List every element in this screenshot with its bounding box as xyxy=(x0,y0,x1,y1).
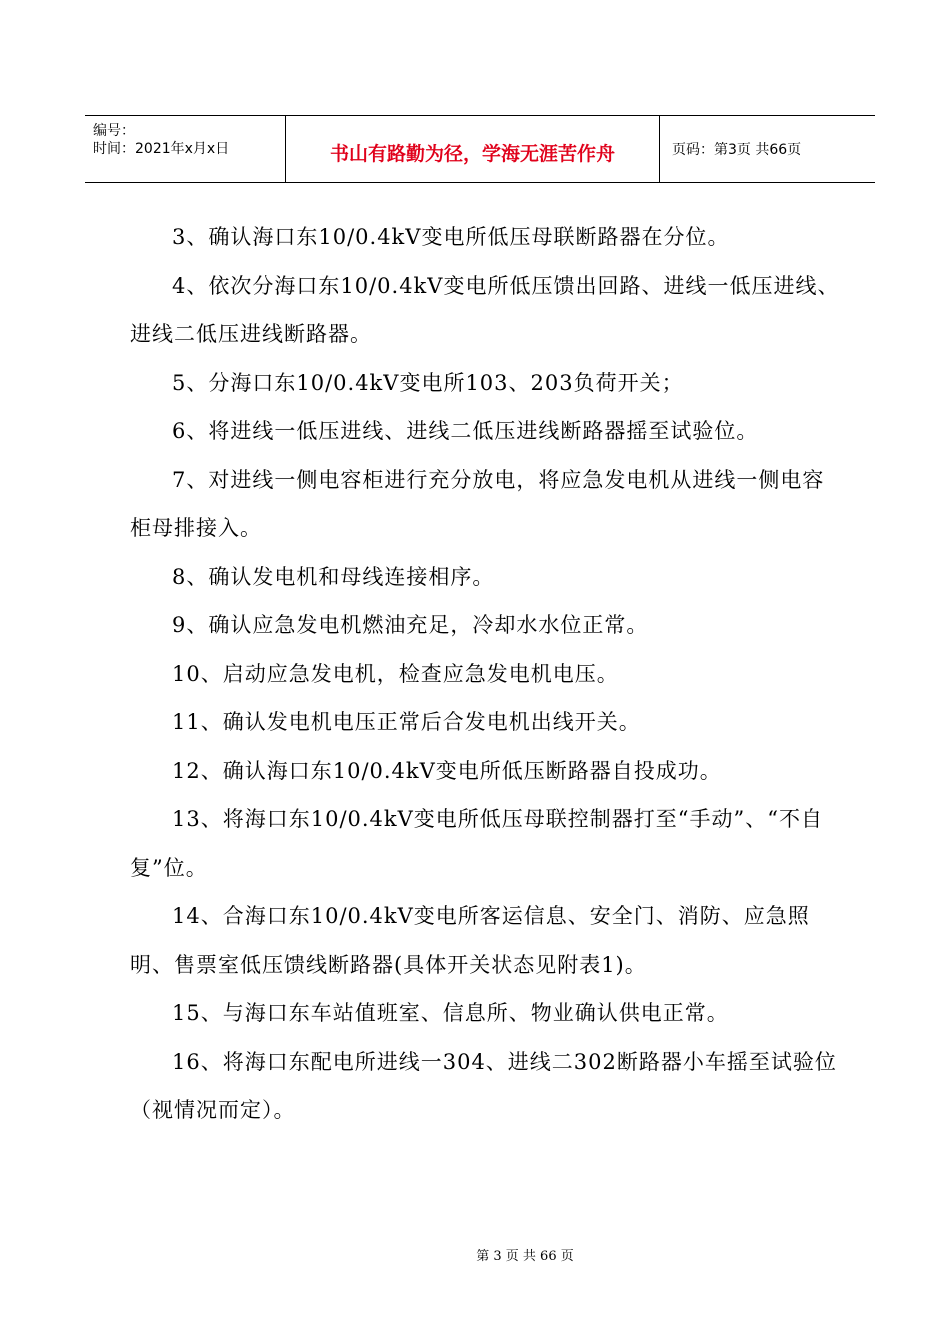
step-paragraph: 3、确认海口东10/0.4kV变电所低压母联断路器在分位。 xyxy=(172,225,730,249)
page-header xyxy=(85,115,875,183)
serial-label: 编号： xyxy=(93,123,135,139)
step-paragraph: 14、合海口东10/0.4kV变电所客运信息、安全门、消防、应急照明、售票室低压馈线断路器(具体开关状态见附表1)。 xyxy=(130,904,810,977)
step-paragraph: 10、启动应急发电机，检查应急发电机电压。 xyxy=(172,661,619,686)
step-paragraph: 7、对进线一侧电容柜进行充分放电，将应急发电机从进线一侧电容柜母排接入。 xyxy=(130,467,825,540)
page-footer: 第 3 页 共 66 页 xyxy=(476,1249,574,1264)
header-meta xyxy=(85,116,285,182)
step-paragraph: 8、确认发电机和母线连接相序。 xyxy=(172,564,495,589)
document-body xyxy=(130,213,845,1135)
step-paragraph: 11、确认发电机电压正常后合发电机出线开关。 xyxy=(172,710,641,734)
step-paragraph: 13、将海口东10/0.4kV变电所低压母联控制器打至“手动”、“不自复”位。 xyxy=(130,807,824,880)
header-page-info: 页码：第3页 共66页 xyxy=(672,142,802,158)
step-paragraph: 12、确认海口东10/0.4kV变电所低压断路器自投成功。 xyxy=(172,758,722,783)
step-paragraph: 15、与海口东车站值班室、信息所、物业确认供电正常。 xyxy=(172,1001,729,1025)
step-paragraph: 4、依次分海口东10/0.4kV变电所低压馈出回路、进线一低压进线、进线二低压进线断路器。 xyxy=(130,273,840,346)
step-paragraph: 6、将进线一低压进线、进线二低压进线断路器摇至试验位。 xyxy=(172,419,759,443)
step-paragraph: 9、确认应急发电机燃油充足，冷却水水位正常。 xyxy=(172,613,649,637)
step-paragraph: 16、将海口东配电所进线一304、进线二302断路器小车摇至试验位（视情况而定）。 xyxy=(130,1049,837,1122)
time-label: 时间：2021年x月x日 xyxy=(93,141,230,157)
step-paragraph: 5、分海口东10/0.4kV变电所103、203负荷开关； xyxy=(172,370,684,395)
header-motto: 书山有路勤为径，学海无涯苦作舟 xyxy=(285,116,660,182)
